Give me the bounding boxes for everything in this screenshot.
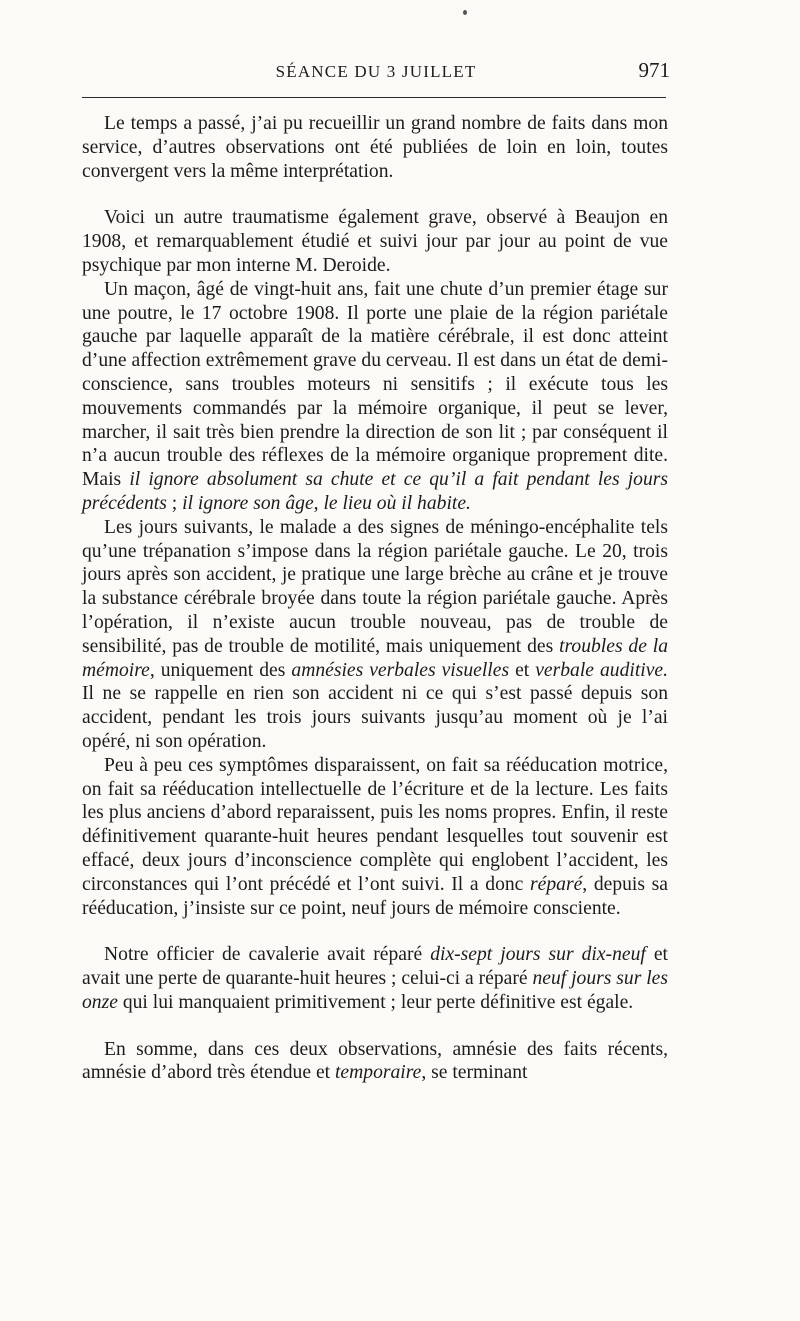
- paragraph: [82, 516, 668, 754]
- running-title: SÉANCE DU 3 JUILLET: [275, 62, 477, 81]
- italic-text: temporaire: [334, 1062, 422, 1084]
- text-run: En somme, dans ces deux observations, amnésie des faits récents, amnésie d’abord très étendue et: [82, 1038, 668, 1084]
- text-run: , uniquement des: [149, 659, 292, 681]
- paragraph: [82, 112, 668, 183]
- page-number: 971: [638, 58, 670, 82]
- body-text: [82, 112, 668, 1085]
- text-run: Un maçon, âgé de vingt-huit ans, fait une chute d’un premier étage sur une poutre, le 17 octobre 1908. Il porte une plaie de la région pariétale gauche par laquelle apparaît de la matière cérébrale, il est donc atteint d’une affection extrêmement grave du cerveau. Il est dans un état de demi-conscience, sans troubles moteurs ni sensitifs ; il exécute tous les mouvements commandés par la mémoire organique, il peut se lever, marcher, il sait très bien prendre la direction de son lit ; par conséquent il n’a aucun trouble des réflexes de la mémoire organique proprement dite. Mais: [82, 278, 668, 491]
- italic-text: le lieu où il habite.: [323, 492, 471, 514]
- header-rule: [82, 97, 666, 98]
- text-run: Voici un autre traumatisme également grave, observé à Beaujon en 1908, et remarquablement étudié et suivi jour par jour au point de vue psychique par mon interne M. Deroide.: [82, 207, 668, 276]
- paragraph: [82, 278, 668, 516]
- paragraph: [82, 943, 668, 1014]
- italic-text: réparé: [530, 873, 583, 895]
- text-run: ;: [166, 492, 183, 514]
- italic-text: il ignore son âge: [182, 492, 314, 514]
- text-run: et avait une perte de quarante-huit heures ; celui-ci a réparé: [82, 944, 668, 990]
- paragraph: [82, 754, 668, 921]
- paragraph: [82, 206, 668, 277]
- text-run: , depuis sa rééducation, j’insiste sur ce point, neuf jours de mémoire consciente.: [82, 873, 668, 919]
- text-run: Notre officier de cavalerie avait réparé: [104, 944, 431, 966]
- text-run: Le temps a passé, j’ai pu recueillir un grand nombre de faits dans mon service, d’autres observations ont été publiées de loin en loin, toutes convergent vers la même interprétation.: [82, 113, 668, 182]
- text-run: Peu à peu ces symptômes disparaissent, on fait sa rééducation motrice, on fait sa rééducation intellectuelle de l’écriture et de la lecture. Les faits les plus anciens d’abord reparaissent, puis les noms propres. Enfin, il reste définitivement quarante-huit heures pendant lesquelles tout souvenir est effacé, deux jours d’inconscience complète qui englobent l’accident, les circonstances qui l’ont précédé et l’ont suivi. Il a donc: [82, 754, 668, 895]
- text-run: ,: [313, 492, 324, 514]
- text-run: Les jours suivants, le malade a des signes de méningo-encéphalite tels qu’une trépanation s’impose dans la région pariétale gauche. Le 20, trois jours après son accident, je pratique une large brèche au crâne et je trouve la substance cérébrale broyée dans toute la région pariétale gauche. Après l’opération, il n’existe aucun trouble nouveau, pas de trouble de sensibilité, pas de trouble de motilité, mais uniquement des: [82, 516, 668, 657]
- text-run: qui lui manquaient primitivement ; leur perte définitive est égale.: [117, 991, 634, 1013]
- text-run: Il ne se rappelle en rien son accident ni ce qui s’est passé depuis son accident, pendant les trois jours suivants jusqu’au moment où je l’ai opéré, ni son opération.: [82, 683, 668, 752]
- paragraph: [82, 1038, 668, 1086]
- ink-speck: [463, 10, 467, 15]
- italic-text: verbale auditive.: [535, 659, 669, 681]
- italic-text: neuf jours sur les onze: [82, 968, 668, 1013]
- italic-text: troubles de la mémoire: [82, 635, 669, 681]
- italic-text: amnésies verbales visuelles: [291, 659, 510, 681]
- text-run: , se terminant: [421, 1062, 528, 1084]
- italic-text: dix-sept jours sur dix-neuf: [430, 944, 646, 966]
- italic-text: il ignore absolument sa chute et ce qu’il a fait pendant les jours précédents: [82, 469, 669, 514]
- text-run: et: [509, 659, 536, 681]
- running-header: [82, 58, 670, 88]
